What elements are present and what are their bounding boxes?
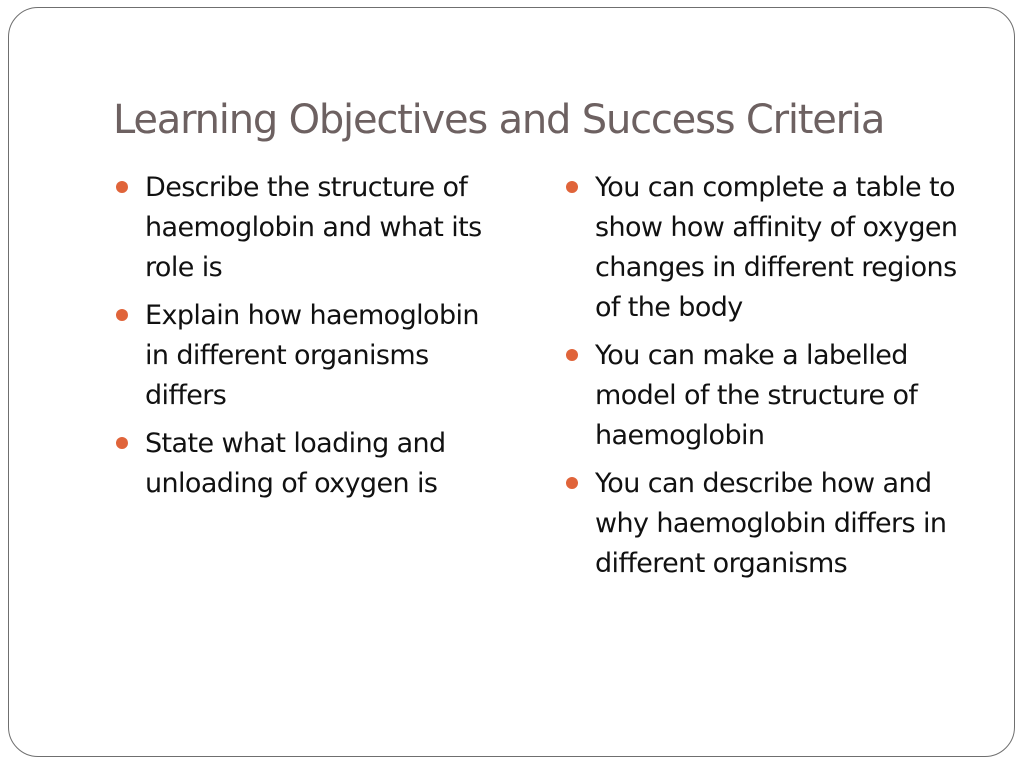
- bullet-icon: [566, 349, 578, 361]
- bullet-icon: [116, 309, 128, 321]
- list-item: [114, 424, 494, 504]
- bullet-text: State what loading and unloading of oxygen is: [145, 428, 446, 499]
- bullet-icon: [566, 181, 578, 193]
- bullet-text: You can make a labelled model of the structure of haemoglobin: [595, 340, 918, 451]
- list-item: [114, 168, 494, 288]
- list-item: [564, 336, 964, 456]
- list-item: [564, 464, 964, 584]
- bullet-icon: [116, 437, 128, 449]
- bullet-text: You can complete a table to show how affinity of oxygen changes in different regions of the body: [595, 172, 958, 323]
- learning-objectives-list: [114, 168, 494, 512]
- bullet-text: Explain how haemoglobin in different organisms differs: [145, 300, 479, 411]
- bullet-icon: [566, 477, 578, 489]
- slide-title: Learning Objectives and Success Criteria: [113, 97, 885, 143]
- bullet-text: You can describe how and why haemoglobin differs in different organisms: [595, 468, 947, 579]
- list-item: [114, 296, 494, 416]
- bullet-text: Describe the structure of haemoglobin and what its role is: [145, 172, 482, 283]
- list-item: [564, 168, 964, 328]
- bullet-icon: [116, 181, 128, 193]
- success-criteria-list: [564, 168, 964, 592]
